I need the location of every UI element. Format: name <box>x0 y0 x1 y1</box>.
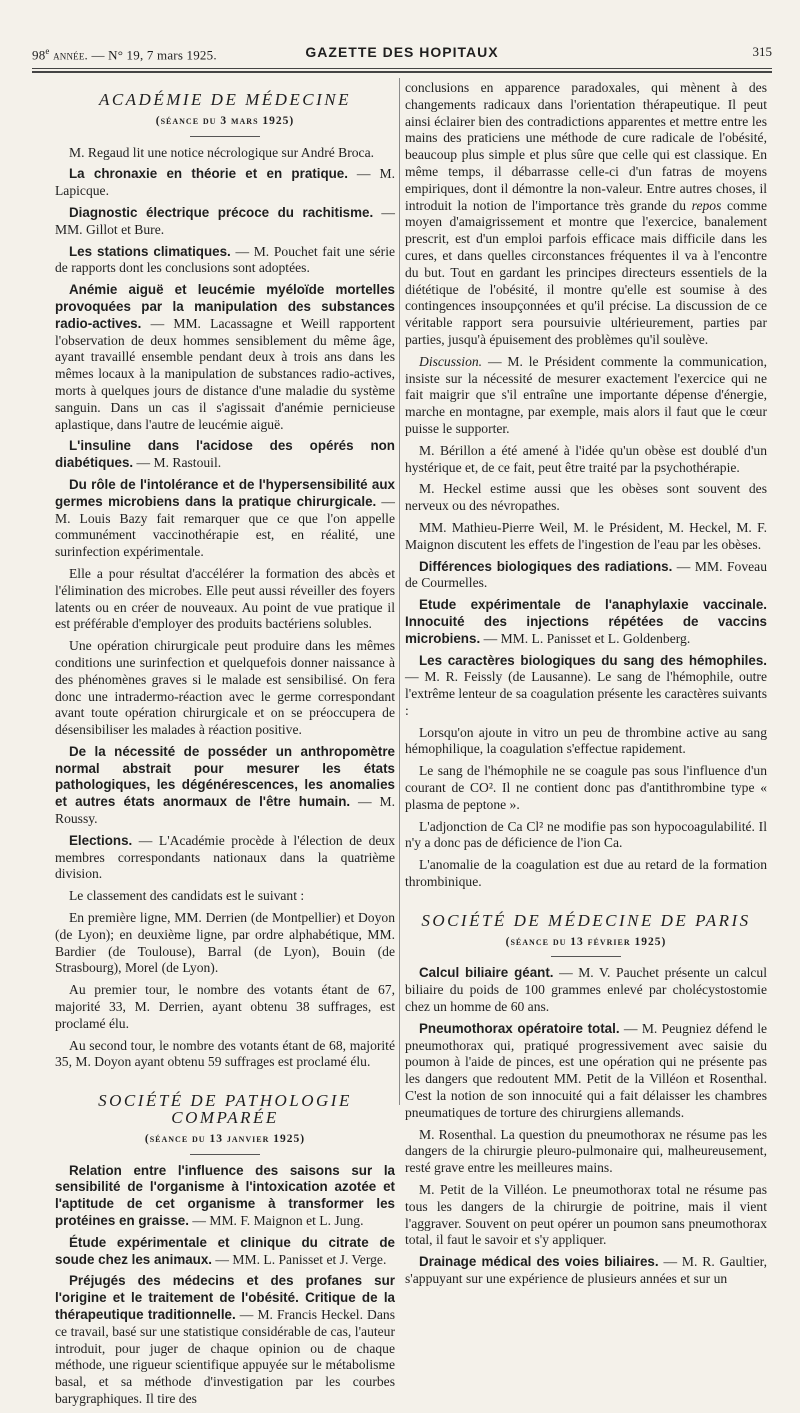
paragraph: M. Heckel estime aussi que les obèses sont souvent des nerveux ou des névropathes. <box>405 481 767 514</box>
left-column <box>55 80 395 1413</box>
paragraph: Le classement des candidats est le suivant : <box>69 888 305 904</box>
paragraph: Lorsqu'on ajoute in vitro un peu de thrombine active au sang hémophilique, la coagulation s'effectue rapidement. <box>405 724 767 757</box>
paragraph: Relation entre l'influence des saisons sur la sensibilité de l'organisme à l'intoxication azotée et l'aptitude de cet organisme à transformer les protéines en graisse. — MM. F. Maignon et L. Jung. <box>55 1162 395 1229</box>
paragraph: L'adjonction de Ca Cl² ne modifie pas son hypocoagulabilité. Il n'y a donc pas de déficience de l'ion Ca. <box>405 818 767 851</box>
paragraph: Du rôle de l'intolérance et de l'hypersensibilité aux germes microbiens dans la pratique chirurgicale. — M. Louis Bazy fait remarquer que ce que l'on appelle communément vaccinothérapie est, en réalité, une surinfection expérimentale. <box>55 476 395 560</box>
paragraph: Diagnostic électrique précoce du rachitisme. — MM. Gillot et Bure. <box>55 204 395 237</box>
paragraph: Elle a pour résultat d'accélérer la formation des abcès et l'élimination des microbes. Elle peut aussi réveiller des foyers latents ou en créer de nouveaux. Au point de vue pratique il est préférable d'employer des produits bactériens solubles. <box>55 565 395 632</box>
paragraph: Elections. — L'Académie procède à l'élection de deux membres correspondants nationaux dans la quatrième division. <box>55 832 395 882</box>
paragraph: MM. Mathieu-Pierre Weil, M. le Président, M. Heckel, M. F. Maignon discutent les effets de l'ingestion de l'eau par les obèses. <box>405 519 767 552</box>
page-number: 315 <box>752 44 772 59</box>
paragraph: De la nécessité de posséder un anthropomètre normal abstrait pour mesurer les états pathologiques, les dégénérescences, les anomalies et autres états anormaux de l'être humain. — M. Roussy. <box>55 743 395 827</box>
paragraph: M. Petit de la Villéon. Le pneumothorax total ne résume pas tous les dangers de la chirurgie de poitrine, mais il vient l'aggraver. Souvent on peut opérer un poumon sans pneumothorax total, il faut le savoir et s'y appliquer. <box>405 1182 767 1248</box>
short-rule <box>190 1154 260 1155</box>
paragraph: Pneumothorax opératoire total. — M. Peugniez défend le pneumothorax qui, pratiqué progressivement avec saisie du poumon à l'aide de pinces, est une opération qui ne présente pas les dangers que redoutent MM. Petit de la Villéon et Rosenthal. C'est la notion de son innocuité qui a fait délaisser les chambres pneumatiques de torture des chirurgiens allemands. <box>405 1020 768 1120</box>
paragraph: Les stations climatiques. — M. Pouchet fait une série de rapports dont les conclusions sont adoptées. <box>55 243 396 276</box>
paragraph: L'anomalie de la coagulation est due au retard de la formation thrombinique. <box>405 857 767 890</box>
paragraph: conclusions en apparence paradoxales, qui mènent à des changements radicaux dans l'orientation thérapeutique. Il peut ainsi éclairer bien des contradictions apparentes et mettre entre les mains des praticiens une méthode de cure radicale de l'obésité, beaucoup plus simple et plus sûre que celle qui est classique. En même temps, il débarrasse celle-ci d'un fatras de moyens empiriques, dont il démontre la non-valeur. Entre autres choses, il introduit la notion de l'importance très grande du repos comme moyen d'amaigrissement et montre que l'exercice, banalement prescrit, est d'un emploi parfois efficace mais difficile dans les cures, et dans quelles circonstances fréquentes il va à l'encontre du but. Tout en gardant les principes directeurs essentiels de la diététique de l'obésité, il montre qu'elle est soumise à des contingences insoupçonnées et qu'il précise. La discussion de ce véritable rapport sera poursuivie ultérieurement, parties par parties, jusqu'à épuisement des problèmes qu'il soulève. <box>405 80 767 347</box>
paragraph: Anémie aiguë et leucémie myéloïde mortelles provoquées par la manipulation des substances radio-actives. — MM. Lacassagne et Weill rapportent l'observation de deux hommes sensiblement du même âge, ayant travaillé ensemble pendant deux à trois ans dans les mêmes locaux à la manipulation de substances radio-actives, morts à quelques jours de distance d'une maladie du système sanguin. Dans un cas il s'agissait d'anémie pernicieuse aplastique, dans l'autre de leucémie aiguë. <box>55 282 395 432</box>
short-rule <box>551 956 621 957</box>
section-title-academie: ACADÉMIE DE MÉDECINE <box>98 90 352 109</box>
paragraph: Au premier tour, le nombre des votants étant de 67, majorité 33, M. Derrien, ayant obtenu 38 suffrages, est proclamé élu. <box>55 982 395 1031</box>
paragraph: Préjugés des médecins et des profanes sur l'origine et le traitement de l'obésité. Critique de la thérapeutique traditionnelle. — M. Francis Heckel. Dans ce travail, basé sur une statistique considérable de cas, l'auteur introduit, pour juger de chaque opinion ou de chaque méthode, une rigueur scientifique appuyée sur le métabolisme basal, et sa méthode d'investigation par les courbes barygraphiques. Il tire des <box>55 1273 395 1406</box>
paragraph: La chronaxie en théorie et en pratique. — M. Lapicque. <box>55 166 395 199</box>
paragraph: En première ligne, MM. Derrien (de Montpellier) et Doyon (de Lyon); en deuxième ligne, par ordre alphabétique, MM. Bardier (de Toulouse), Barral (de Lyon), Bouin (de Strasbourg), Morel (de Lyon). <box>55 910 395 976</box>
column-divider <box>399 78 400 1105</box>
header-rule <box>32 68 772 69</box>
paragraph: Étude expérimentale et clinique du citrate de soude chez les animaux. — MM. L. Panisset et J. Verge. <box>55 1234 395 1267</box>
paragraph: Différences biologiques des radiations. — MM. Foveau de Courmelles. <box>405 558 767 591</box>
header-rule-thick <box>32 71 772 73</box>
paragraph: Calcul biliaire géant. — M. V. Pauchet présente un calcul biliaire du poids de 100 grammes enlevé par cholécystostomie chez un homme de 60 ans. <box>405 965 768 1015</box>
seance-date-pathologie: (séance du 13 janvier 1925) <box>144 1132 306 1145</box>
paragraph: Etude expérimentale de l'anaphylaxie vaccinale. Innocuité des injections répétées de vaccins microbiens. — MM. L. Panisset et L. Goldenberg. <box>405 597 767 646</box>
section-title-pathologie: SOCIÉTÉ DE PATHOLOGIE COMPARÉE <box>98 1091 352 1128</box>
section-title-paris: SOCIÉTÉ DE MÉDECINE DE PARIS <box>421 910 751 930</box>
seance-date-paris: (séance du 13 février 1925) <box>505 935 667 948</box>
paragraph: Drainage médical des voies biliaires. — M. R. Gaultier, s'appuyant sur une expérience de plusieurs années et sur un <box>405 1254 768 1286</box>
paragraph: M. Regaud lit une notice nécrologique sur André Broca. <box>69 144 375 160</box>
paragraph: M. Bérillon a été amené à l'idée qu'un obèse est doublé d'un hystérique et, de ce fait, peut être traité par la psychothérapie. <box>405 442 767 475</box>
short-rule <box>190 136 260 137</box>
paragraph: Une opération chirurgicale peut produire dans les mêmes conditions une surinfection et quelquefois donner naissance à des phénomènes graves si le malade est sensibilisé. On fera donc une intradermo-réaction avec le germe correspondant avant toute opération chirurgicale et on se préoccupera de désensibiliser les malades à réaction positive. <box>55 638 395 738</box>
running-head <box>32 42 772 64</box>
paragraph: L'insuline dans l'acidose des opérés non diabétiques. — M. Rastouil. <box>55 438 395 471</box>
right-column <box>405 80 767 1293</box>
paragraph: Discussion. — M. le Président commente la communication, insiste sur la nécessité de mesurer exactement l'exercice qui ne fait maigrir que s'il entraîne une importante dépense d'énergie, marche en montagne, par exemple, mais alors il faut que le cœur puisse le supporter. <box>405 353 767 436</box>
paragraph: Les caractères biologiques du sang des hémophiles. — M. R. Feissly (de Lausanne). Le sang de l'hémophile, outre l'extrême lenteur de sa coagulation présente les caractères suivants : <box>405 652 767 718</box>
paragraph: Au second tour, le nombre des votants étant de 68, majorité 35, M. Doyon ayant obtenu 59 suffrages est proclamé élu. <box>55 1037 395 1070</box>
seance-date-academie: (séance du 3 mars 1925) <box>155 114 295 127</box>
journal-title: GAZETTE DES HOPITAUX <box>305 44 499 60</box>
paragraph: Le sang de l'hémophile ne se coagule pas sous l'influence d'un courant de CO². Il ne contient donc pas d'antithrombine type « plasma de peptone ». <box>405 763 767 812</box>
paragraph: M. Rosenthal. La question du pneumothorax ne résume pas les dangers de la chirurgie pleuro-pulmonaire qui, malheureusement, resté grave entre les meilleures mains. <box>405 1126 767 1176</box>
issue-info: 98e année. — N° 19, 7 mars 1925. <box>32 46 217 63</box>
